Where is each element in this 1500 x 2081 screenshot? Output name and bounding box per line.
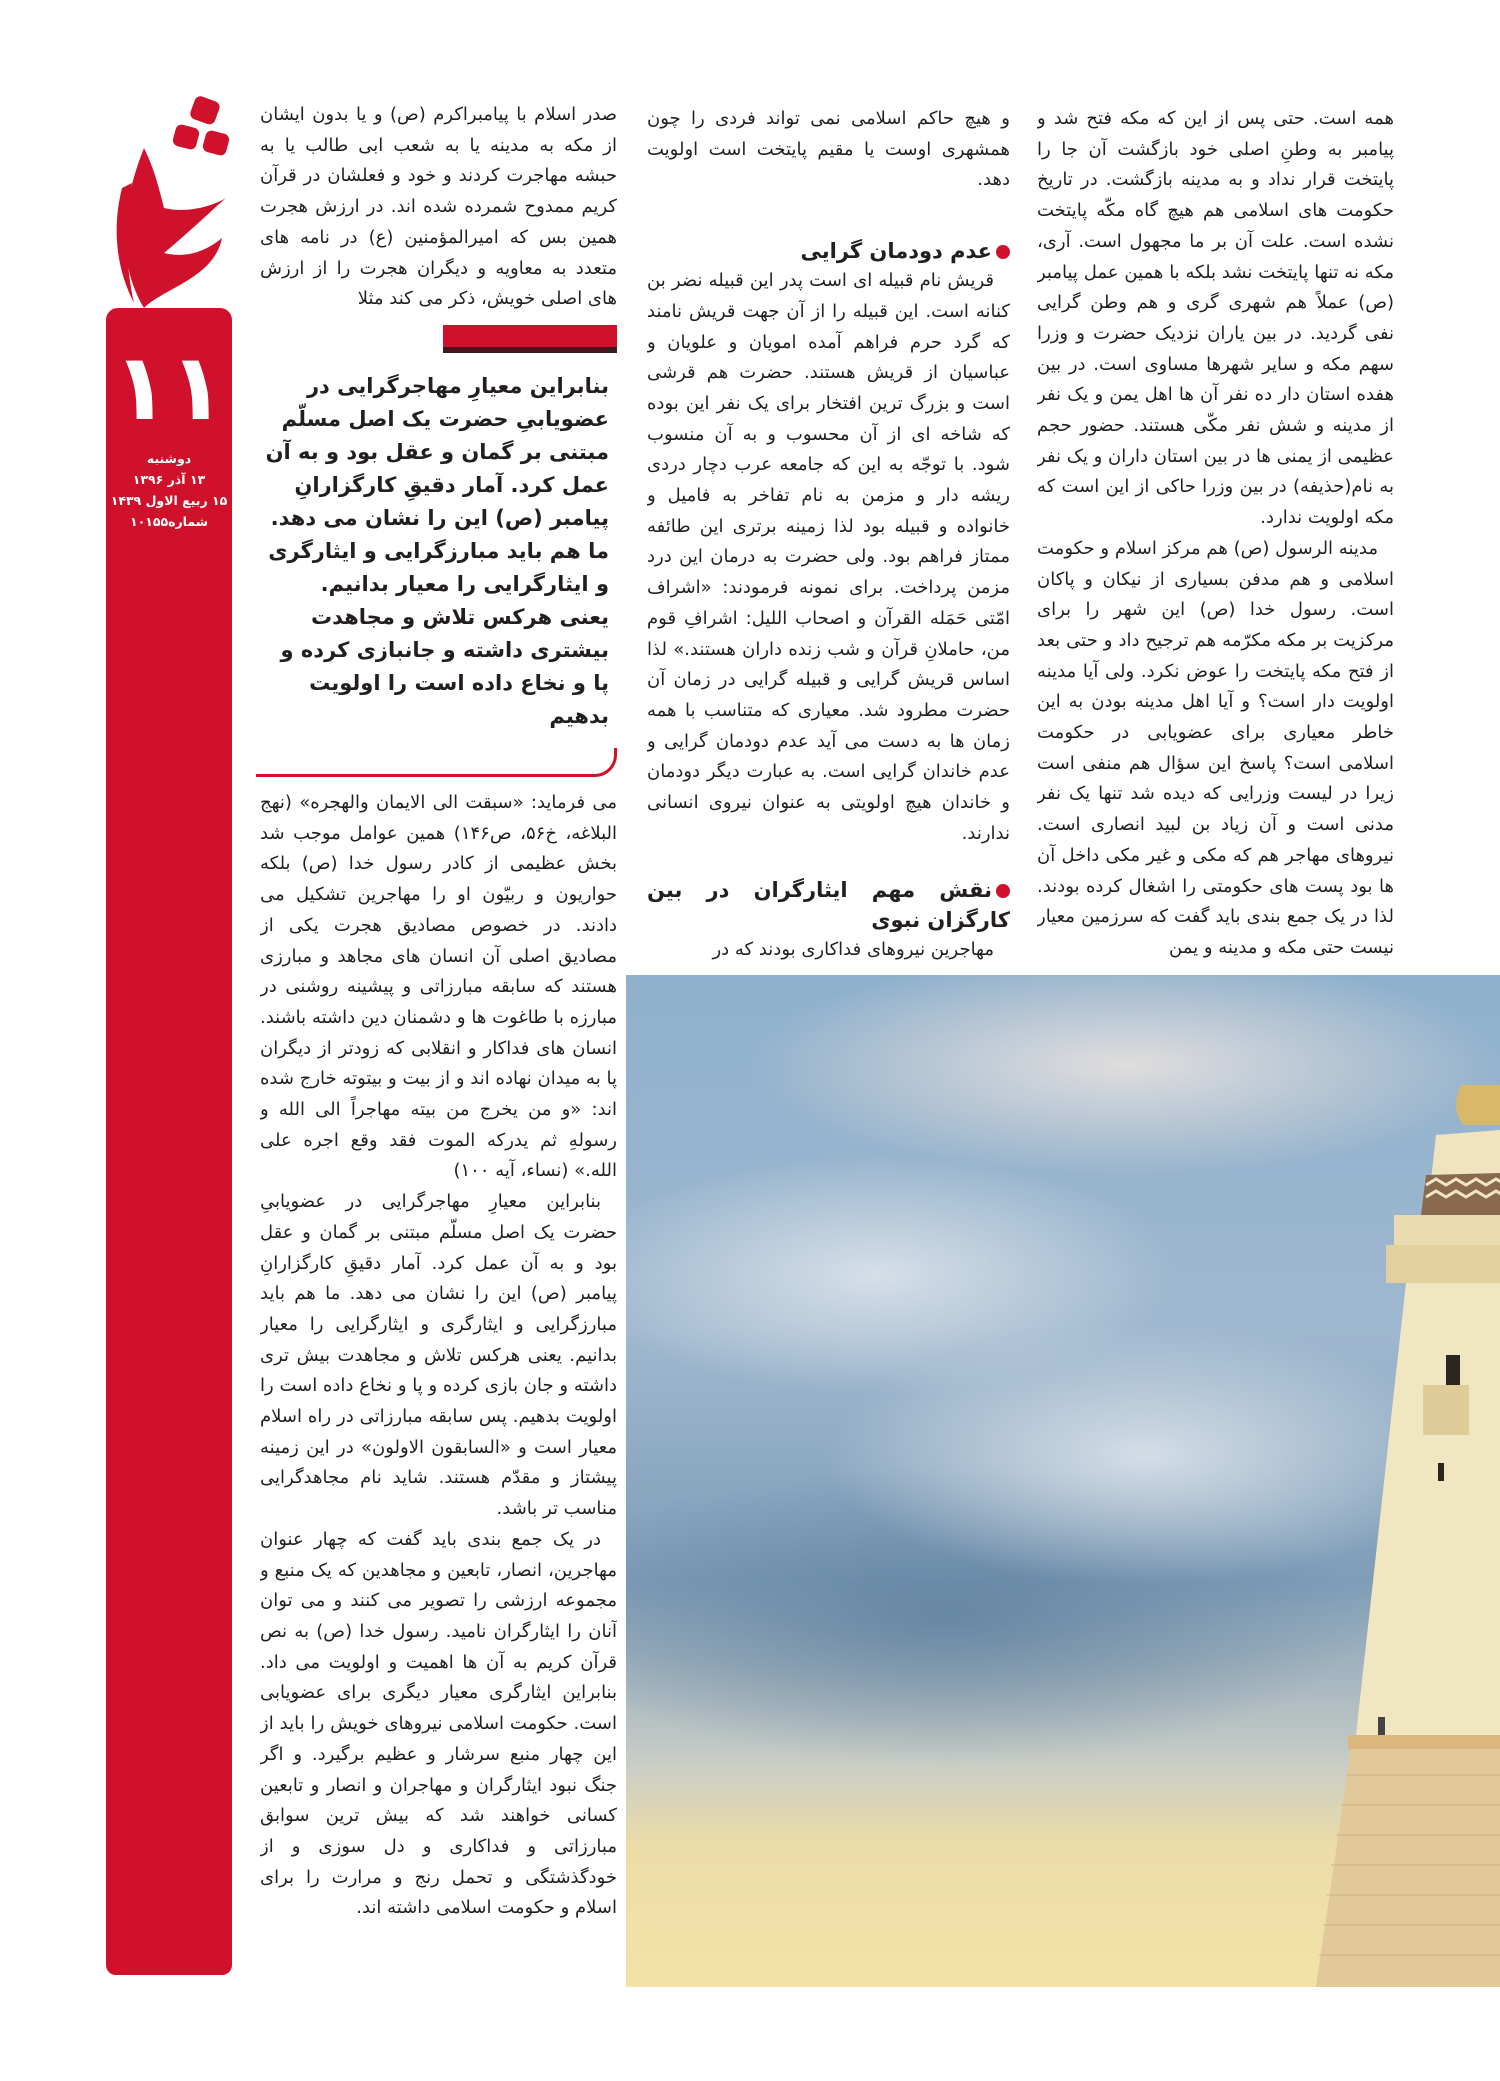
page-info-sidebar: [106, 308, 232, 1975]
paragraph: صدر اسلام با پیامبراکرم (ص) و یا بدون ایشان از مکه به مدینه یا به شعب ابی طالب یا به حبشه مهاجرت کردند و خود و فعلشان در قرآن کریم ممدوح شمرده شده اند. در ارزش هجرت همین بس که امیرالمؤمنین (ع) در نامه های متعدد به معاویه و دیگران هجرت را از ارزش های اصلی خویش، ذکر می کند مثلا: [260, 104, 617, 310]
issue-date-block: [106, 448, 232, 532]
paragraph: قریش نام قبیله ای است پدر این قبیله نضر بن کنانه است. این قبیله را از آن جهت قریش نامند که گرد حرم فراهم آمده امویان و علویان و عباسیان از قریش هستند. حضرت هم قرشی است و بزرگ ترین افتخار برای یک نفر این بوده که شاخه ای از آن محسوب و به آن منسوب شود. با توجّه به این که جامعه عرب دچار دردی ریشه دار و مزمن به نام تفاخر به فامیل و خانواده و قبیله بود لذا زمینه برتری این طائفه ممتاز فراهم بود. ولی حضرت به درمان این درد مزمن پرداخت. برای نمونه فرمودند: «اشراف امّتی حَمَله القرآن و اصحاب اللیل: اشرافِ قوم من، حاملانِ قرآن و شب زنده داران هستند.» لذا اساس قریش گرایی و قبیله گرایی در زمان آن حضرت مطرود شد. معیاری که متناسب با همه زمان ها به دست می آید عدم دودمان گرایی و عدم خاندان گرایی است. به عبارت دیگر دودمان و خاندان هیچ اولویتی به عنوان نیروی انسانی ندارند.: [647, 270, 1010, 844]
issue-number: شماره۱۰۱۵۵: [129, 514, 209, 529]
weekday: دوشنبه: [146, 451, 192, 466]
section-heading: [647, 236, 1010, 266]
section-heading-text: نقش مهم ایثارگران در بین کارگزان نبوی: [647, 878, 1010, 933]
paragraph: در یک جمع بندی باید گفت که چهار عنوان مهاجرین، انصار، تابعین و مجاهدین که یک منبع و مجموعه ارزشی را تصویر می کنند و می توان آنان را ایثارگران نامید. رسول خدا (ص) به نص قرآن کریم به آن ها اهمیت و اولویت می داد. بنابراین ایثارگری معیار دیگری برای عضویابی است. حکومت اسلامی نیروهای خویش را باید از این چهار منبع سرشار و عظیم برگیرد. و اگر جنگ نبود ایثارگران و مهاجران و انصار و تابعین کسانی خواهند شد که بیش ترین سوابق مبارزاتی و فداکاری و دل سوزی و از خودگذشتگی و تحمل رنج و مرارت را برای اسلام و حکومت اسلامی داشته اند.: [260, 1528, 617, 1919]
article-column-right: [1037, 104, 1394, 974]
page-number: ۱۱: [112, 334, 226, 441]
pull-quote: [256, 322, 617, 777]
paragraph: بنابراین معیارِ مهاجرگرایی در عضویابیِ حضرت یک اصل مسلّم مبتنی بر گمان و عقل بود و به آن عمل کرد. آمار دقیقِ کارگزارانِ پیامبر (ص) این را نشان می دهد. ما هم باید مبارزگرایی و ایثارگری و ایثارگرایی را معیار بدانیم. یعنی هرکس تلاش و مجاهدت بیش تری داشته و جان بازی کرده و پا و نخاع داده است را اولویت بدهیم. پس سابقه مبارزاتی در راه اسلام معیار است و «السابقون الاولون» در این زمینه پیشتاز و مقدّم هستند. شاید نام مجاهدگرایی مناسب تر باشد.: [260, 1191, 617, 1520]
article-column-left-top: [260, 100, 617, 320]
article-column-left-bottom: [260, 788, 617, 1978]
paragraph: مدینه الرسول (ص) هم مرکز اسلام و حکومت اسلامی و هم مدفن بسیاری از نیکان و پاکان است. رسول خدا (ص) این شهر را برای مرکزیت بر مکه مکرّمه هم ترجیح داد و حتی بعد از فتح مکه پایتخت را عوض نکرد. ولی آیا مدینه اولویت دار است؟ و آیا اهل مدینه بودن به این خاطر معیاری برای عضویابی در حکومت اسلامی است؟ پاسخ این سؤال هم منفی است زیرا در لیست وزرایی که دیده شد تنها یک نفر مدنی است و آن زیاد بن لبید انصاری است. نیروهای مهاجر هم که مکی و غیر مکی داخل آن ها بود پست های حکومتی را اشغال کرده بودند. لذا در یک جمع بندی باید گفت که سرزمین معیار نیست حتی مکه و مدینه و یمن: [1037, 537, 1394, 958]
article-column-middle: [647, 104, 1010, 970]
minaret-sky-image: [626, 975, 1500, 1987]
logo-calligraphy-icon: [104, 88, 236, 313]
bullet-dot-icon: [996, 884, 1010, 898]
bullet-dot-icon: [996, 245, 1010, 259]
pull-quote-text: بنابراین معیارِ مهاجرگرایی در عضویابیِ حضرت یک اصل مسلّم مبتنی بر گمان و عقل بود و به آن عمل کرد. آمار دقیقِ کارگزارانِ پیامبر (ص) این را نشان می دهد. ما هم باید مبارزگرایی و ایثارگری و ایثارگرایی را معیار بدانیم. یعنی هرکس تلاش و مجاهدت بیشتری داشته و جانبازی کرده و پا و نخاع داده است را اولویت بدهیم: [265, 374, 609, 728]
date-lunar: ۱۵ ربیع الاول ۱۴۳۹: [110, 493, 228, 508]
minaret-photo: [626, 975, 1500, 1987]
paragraph: مهاجرین نیروهای فداکاری بودند که در: [712, 939, 994, 961]
date-solar: ۱۳ آذر ۱۳۹۶: [132, 472, 206, 487]
pull-quote-dark-rule: [443, 347, 617, 353]
paragraph: می فرماید: «سبقت الی الایمان والهجره» (نهج البلاغه، خ۵۶، ص۱۴۶) همین عوامل موجب شد بخش عظیمی از کادر رسول خدا (ص) بلکه حواریون و ربیّون او را مهاجرین تشکیل می دادند. در خصوص مصادیق هجرت یکی از مصادیق اصلی آن انسان های مجاهد و مبارزی هستند که سابقه مبارزاتی و پیشینه روشنی در مبارزه با طاغوت ها و دشمنان دین داشته باشند. انسان های فداکار و انقلابی که زودتر از دیگران پا به میدان نهاده اند و از بیت و بیتوته خارج شده اند: «و من یخرج من بیته مهاجراً الی الله و رسولهِ ثم یدرکه الموت فقد وقع اجره علی الله.» (نساء، آیه ۱۰۰): [260, 792, 617, 1182]
paragraph: و هیچ حاکم اسلامی نمی تواند فردی را چون همشهری اوست یا مقیم پایتخت است اولویت دهد.: [647, 108, 1010, 191]
paragraph: همه است. حتی پس از این که مکه فتح شد و پیامبر به وطنِ اصلی خود بازگشت آن جا را پایتخت قرار نداد و به مدینه بازگشت. در تاریخ حکومت های اسلامی هم هیچ گاه مکّه پایتخت نشده است. علت آن بر ما مجهول است. آری، مکه نه تنها پایتخت نشد بلکه با همین عمل پیامبر (ص) عملاً هم شهری گری و هم وطن گرایی نفی گردید. در بین یاران نزدیک حضرت و وزرا سهم مکه و سایر شهرها مساوی است. در بین هفده استان دار ده نفر آن ها اهل یمن و یک نفر از مدینه و شش نفر مکّی هستند. حضور حجم عظیمی از یمنی ها در بین استان داران و یک نفر به نام(حذیفه) در بین وزرا حاکی از این است که مکه اولویت ندارد.: [1037, 108, 1394, 529]
section-heading-text: عدم دودمان گرایی: [800, 239, 992, 264]
pull-quote-red-bar: [443, 325, 617, 347]
magazine-logo: [104, 88, 236, 313]
pull-quote-border: [256, 748, 617, 777]
section-heading: [647, 875, 1010, 935]
